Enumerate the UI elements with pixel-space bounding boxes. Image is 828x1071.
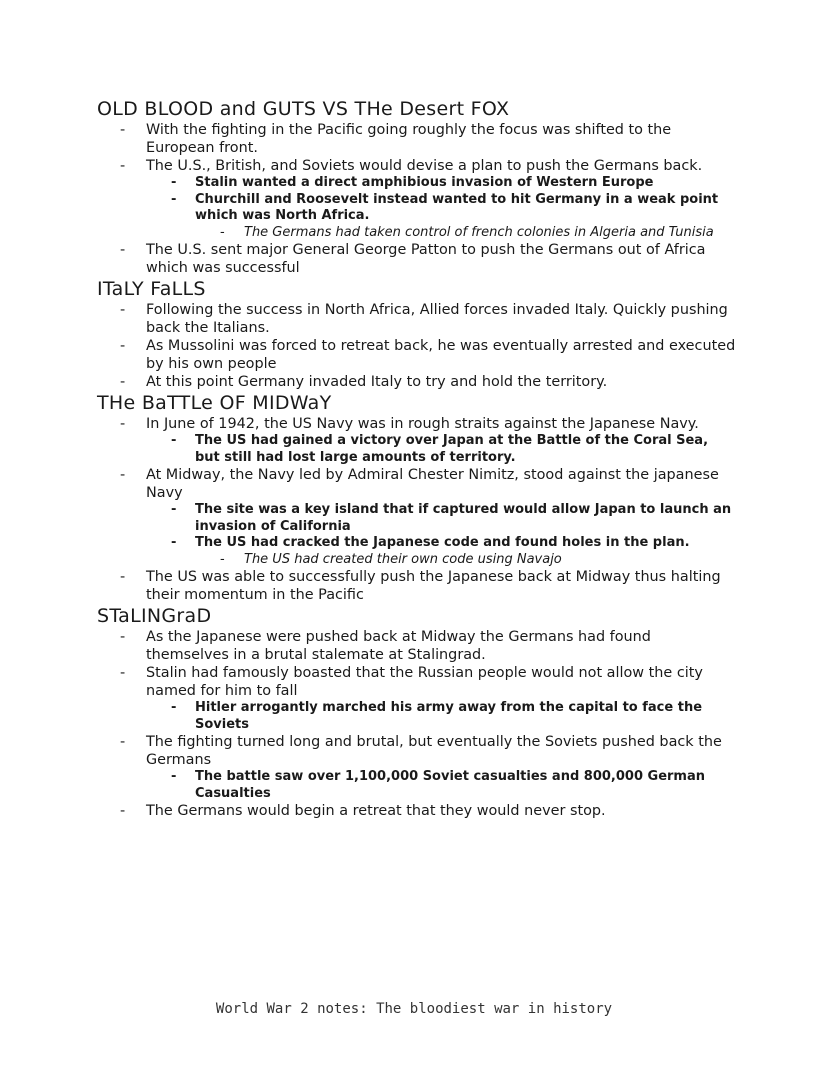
dash-marker: - — [120, 302, 126, 318]
list-item — [146, 175, 737, 192]
dash-marker: - — [171, 502, 177, 517]
bullet-text: As the Japanese were pushed back at Midway the Germans had found themselves in a brutal stalemate at Stalingrad. — [146, 629, 651, 663]
bullet-text: Stalin had famously boasted that the Russian people would not allow the city named for him to fall — [146, 665, 703, 699]
dash-marker: - — [120, 629, 126, 645]
dash-marker: - — [120, 416, 126, 432]
list-item — [97, 241, 737, 277]
section-stalingrad — [97, 604, 737, 820]
bullet-list — [97, 121, 737, 277]
list-item — [195, 225, 737, 242]
dash-marker: - — [220, 224, 225, 240]
list-item — [146, 769, 737, 802]
bullet-text: At this point Germany invaded Italy to try and hold the territory. — [146, 374, 608, 390]
list-item — [146, 433, 737, 466]
section-heading: THe BaTTLe OF MIDWaY — [97, 392, 332, 414]
list-item — [97, 568, 737, 604]
bullet-text: As Mussolini was forced to retreat back, he was eventually arrested and executed by his own people — [146, 338, 736, 372]
dash-marker: - — [220, 551, 225, 567]
bullet-list — [97, 301, 737, 391]
bullet-text: At Midway, the Navy led by Admiral Chester Nimitz, stood against the japanese Navy — [146, 467, 719, 501]
section-heading: OLD BLOOD and GUTS VS THe Desert FOX — [97, 98, 510, 120]
bullet-text: The US had created their own code using Navajo — [244, 551, 562, 567]
list-item — [97, 337, 737, 373]
bullet-text: The fighting turned long and brutal, but eventually the Soviets pushed back the Germans — [146, 734, 722, 768]
sub-sub-bullet-list — [195, 552, 737, 569]
list-item — [97, 415, 737, 466]
bullet-text: The battle saw over 1,100,000 Soviet casualties and 800,000 German Casualties — [195, 769, 705, 801]
list-item — [97, 466, 737, 568]
bullet-text: The US had gained a victory over Japan at the Battle of the Coral Sea, but still had lost large amounts of territory. — [195, 433, 709, 465]
bullet-text: The U.S., British, and Soviets would devise a plan to push the Germans back. — [146, 158, 703, 174]
sub-bullet-list — [146, 700, 737, 733]
dash-marker: - — [120, 569, 126, 585]
sub-bullet-list — [146, 175, 737, 241]
section-battle-of-midway — [97, 391, 737, 604]
list-item — [97, 664, 737, 733]
dash-marker: - — [171, 433, 177, 448]
dash-marker: - — [171, 769, 177, 784]
bullet-text: The Germans would begin a retreat that they would never stop. — [146, 803, 606, 819]
sub-bullet-list — [146, 433, 737, 466]
list-item — [97, 121, 737, 157]
list-item — [97, 373, 737, 391]
bullet-text: The U.S. sent major General George Patton to push the Germans out of Africa which was successful — [146, 242, 706, 276]
bullet-list — [97, 628, 737, 820]
list-item — [146, 192, 737, 242]
dash-marker: - — [120, 242, 126, 258]
list-item — [97, 301, 737, 337]
page-footer: World War 2 notes: The bloodiest war in history — [215, 1001, 613, 1017]
bullet-text: The US had cracked the Japanese code and found holes in the plan. — [195, 535, 690, 550]
dash-marker: - — [120, 665, 126, 681]
section-desert-fox — [97, 97, 737, 277]
dash-marker: - — [171, 175, 177, 190]
bullet-text: Following the success in North Africa, Allied forces invaded Italy. Quickly pushing back the Italians. — [146, 302, 728, 336]
list-item — [97, 157, 737, 241]
dash-marker: - — [120, 467, 126, 483]
notes-page — [97, 97, 737, 820]
sub-bullet-list — [146, 502, 737, 568]
bullet-text: The US was able to successfully push the Japanese back at Midway thus halting their momentum in the Pacific — [146, 569, 721, 603]
section-heading: STaLINGraD — [97, 605, 212, 627]
dash-marker: - — [171, 700, 177, 715]
dash-marker: - — [120, 338, 126, 354]
dash-marker: - — [120, 803, 126, 819]
section-italy-falls — [97, 277, 737, 391]
list-item — [97, 733, 737, 802]
list-item — [195, 552, 737, 569]
section-heading: ITaLY FaLLS — [97, 278, 206, 300]
bullet-text: The site was a key island that if captured would allow Japan to launch an invasion of California — [195, 502, 732, 534]
bullet-text: Churchill and Roosevelt instead wanted to hit Germany in a weak point which was North Africa. — [195, 191, 719, 223]
dash-marker: - — [171, 191, 177, 207]
dash-marker: - — [171, 535, 177, 550]
list-item — [146, 700, 737, 733]
dash-marker: - — [120, 158, 126, 174]
list-item — [97, 628, 737, 664]
list-item — [146, 535, 737, 568]
bullet-text: In June of 1942, the US Navy was in rough straits against the Japanese Navy. — [146, 416, 699, 432]
list-item — [146, 502, 737, 535]
sub-bullet-list — [146, 769, 737, 802]
bullet-text: Stalin wanted a direct amphibious invasion of Western Europe — [195, 175, 654, 190]
list-item — [97, 802, 737, 820]
dash-marker: - — [120, 122, 126, 138]
bullet-text: Hitler arrogantly marched his army away from the capital to face the Soviets — [195, 700, 703, 732]
dash-marker: - — [120, 374, 126, 390]
dash-marker: - — [120, 734, 126, 750]
bullet-text: With the fighting in the Pacific going roughly the focus was shifted to the European front. — [146, 122, 672, 156]
bullet-text: The Germans had taken control of french colonies in Algeria and Tunisia — [244, 224, 714, 240]
sub-sub-bullet-list — [195, 225, 737, 242]
bullet-list — [97, 415, 737, 604]
